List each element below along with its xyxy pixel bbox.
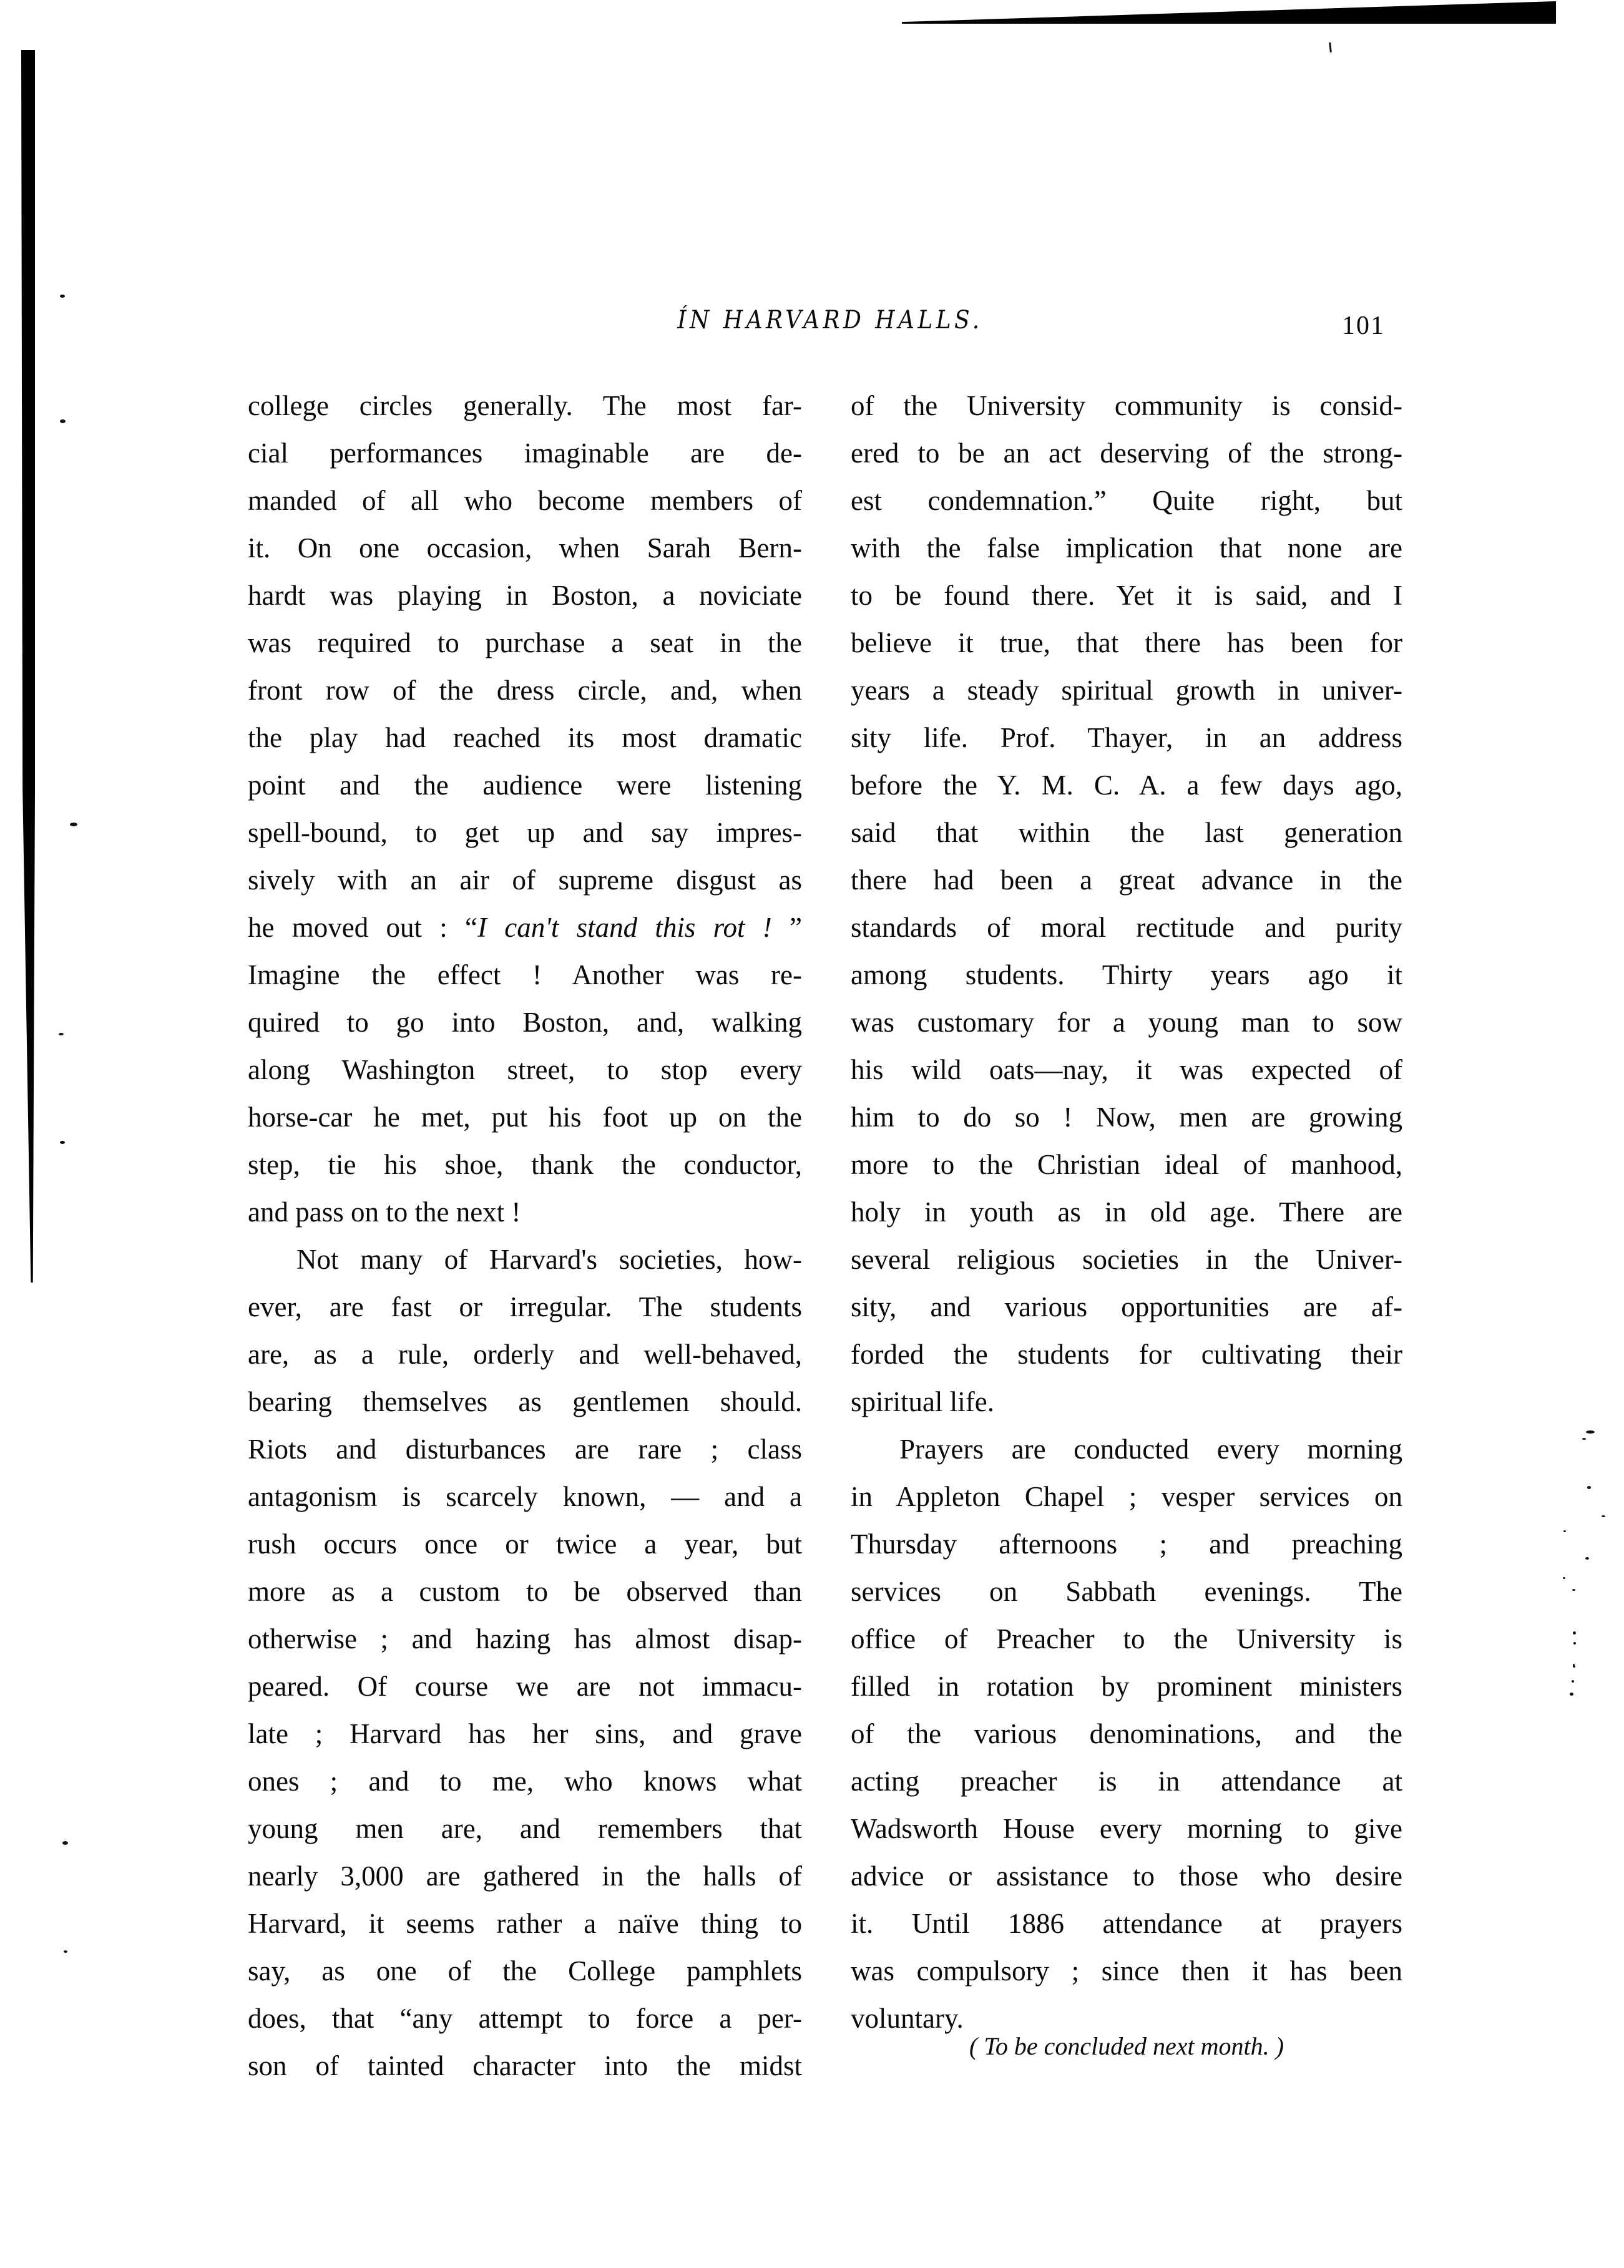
text-line: among students. Thirty years ago it: [851, 959, 1402, 990]
scan-speck: [60, 295, 65, 298]
text-line: hardt was playing in Boston, a noviciate: [248, 580, 802, 611]
text-line: acting preacher is in attendance at: [851, 1766, 1402, 1797]
text-line: in Appleton Chapel ; vesper services on: [851, 1481, 1402, 1512]
text-line: does, that “any attempt to force a per-: [248, 2003, 802, 2034]
text-line: otherwise ; and hazing has almost disap-: [248, 1623, 802, 1655]
running-head: ÍN HARVARD HALLS.: [677, 306, 983, 335]
scan-speck: [60, 1141, 65, 1144]
text-line: and pass on to the next !: [248, 1196, 521, 1228]
text-line: quired to go into Boston, and, walking: [248, 1007, 802, 1038]
text-line: more to the Christian ideal of manhood,: [851, 1149, 1402, 1180]
text-line: step, tie his shoe, thank the conductor,: [248, 1149, 802, 1180]
left-column: [248, 382, 802, 2090]
text-line: services on Sabbath evenings. The: [851, 1576, 1402, 1607]
scan-speck: [1602, 1515, 1605, 1517]
text-line: holy in youth as in old age. There are: [851, 1196, 1402, 1228]
text-line: peared. Of course we are not immacu-: [248, 1671, 802, 1702]
scan-edge-bar: [902, 1, 1556, 24]
binding-shadow: [21, 50, 35, 1283]
text-line: ones ; and to me, who knows what: [248, 1766, 802, 1797]
text-line: are, as a rule, orderly and well-behaved,: [248, 1339, 802, 1370]
scan-speck: [1586, 1430, 1595, 1434]
text-line: was required to purchase a seat in the: [248, 627, 802, 658]
scan-speck: [60, 419, 66, 423]
text-line: several religious societies in the Univer-: [851, 1244, 1402, 1275]
text-line: it. Until 1886 attendance at prayers: [851, 1908, 1402, 1939]
text-line: college circles generally. The most far-: [248, 390, 802, 421]
text-line: rush occurs once or twice a year, but: [248, 1528, 802, 1560]
text-line: more as a custom to be observed than: [248, 1576, 802, 1607]
text-line: [248, 904, 802, 951]
text-line: his wild oats—nay, it was expected of: [851, 1054, 1402, 1085]
text-line: Prayers are conducted every morning: [899, 1434, 1402, 1465]
text-line: spell-bound, to get up and say impres-: [248, 817, 802, 848]
text-line: bearing themselves as gentlemen should.: [248, 1386, 802, 1417]
scan-speck: [1573, 1631, 1576, 1635]
page-number: 101: [1342, 311, 1385, 340]
text-line: sively with an air of supreme disgust as: [248, 864, 802, 896]
text-line: ever, are fast or irregular. The students: [248, 1291, 802, 1322]
text-line: believe it true, that there has been for: [851, 627, 1402, 658]
scan-speck: [1563, 1530, 1566, 1532]
text-line: say, as one of the College pamphlets: [248, 1955, 802, 1987]
text-line: forded the students for cultivating their: [851, 1339, 1402, 1370]
continuation-note: ( To be concluded next month. ): [969, 2032, 1284, 2060]
text-line: sity, and various opportunities are af-: [851, 1291, 1402, 1322]
scan-speck: [1572, 1589, 1575, 1591]
scan-speck: [1573, 1642, 1576, 1645]
text-line: along Washington street, to stop every: [248, 1054, 802, 1085]
text-line: late ; Harvard has her sins, and grave: [248, 1718, 802, 1749]
scan-speck: [64, 1950, 67, 1953]
right-column: [851, 382, 1402, 2042]
text-line: nearly 3,000 are gathered in the halls of: [248, 1860, 802, 1892]
text-line: antagonism is scarcely known, — and a: [248, 1481, 802, 1512]
text-line: said that within the last generation: [851, 817, 1402, 848]
text-line: was customary for a young man to sow: [851, 1007, 1402, 1038]
text-line: the play had reached its most dramatic: [248, 722, 802, 753]
scan-speck: [70, 823, 77, 826]
scan-speck: [1563, 1577, 1565, 1579]
text-line: Thursday afternoons ; and preaching: [851, 1528, 1402, 1560]
scan-mark: [1329, 42, 1332, 52]
text-line: Not many of Harvard's societies, how-: [296, 1244, 802, 1275]
text-line: cial performances imaginable are de-: [248, 437, 802, 469]
scan-speck: [1572, 1680, 1574, 1683]
scan-speck: [1582, 1438, 1586, 1440]
text-line: young men are, and remembers that: [248, 1813, 802, 1844]
text-line: front row of the dress circle, and, when: [248, 675, 802, 706]
text-line: horse-car he met, put his foot up on the: [248, 1102, 802, 1133]
text-line: standards of moral rectitude and purity: [851, 912, 1402, 943]
text-line: manded of all who become members of: [248, 485, 802, 516]
text-line: to be found there. Yet it is said, and I: [851, 580, 1402, 611]
text-line: of the various denominations, and the: [851, 1718, 1402, 1749]
text-line: before the Y. M. C. A. a few days ago,: [851, 770, 1402, 801]
text-line: est condemnation.” Quite right, but: [851, 485, 1402, 516]
text-line: there had been a great advance in the: [851, 864, 1402, 896]
text-line: son of tainted character into the midst: [248, 2050, 802, 2081]
text-line: of the University community is consid-: [851, 390, 1402, 421]
text-line: filled in rotation by prominent ministers: [851, 1671, 1402, 1702]
scan-speck: [1585, 1557, 1589, 1560]
text-segment: ”: [771, 912, 802, 943]
text-line: Wadsworth House every morning to give: [851, 1813, 1402, 1844]
text-line: years a steady spiritual growth in univer-: [851, 675, 1402, 706]
quoted-exclamation: I can't stand this rot !: [477, 912, 772, 943]
text-line: spiritual life.: [851, 1386, 994, 1417]
scan-speck: [1587, 1486, 1591, 1489]
text-line: with the false implication that none are: [851, 532, 1402, 564]
text-line: voluntary.: [851, 2003, 964, 2034]
text-segment: he moved out : “: [248, 912, 477, 943]
text-line: him to do so ! Now, men are growing: [851, 1102, 1402, 1133]
scan-speck: [59, 1033, 64, 1035]
text-line: it. On one occasion, when Sarah Bern-: [248, 532, 802, 564]
text-line: sity life. Prof. Thayer, in an address: [851, 722, 1402, 753]
text-line: Imagine the effect ! Another was re-: [248, 959, 802, 990]
text-line: advice or assistance to those who desire: [851, 1860, 1402, 1892]
text-line: was compulsory ; since then it has been: [851, 1955, 1402, 1987]
text-line: office of Preacher to the University is: [851, 1623, 1402, 1655]
scan-speck: [62, 1841, 68, 1845]
text-line: ered to be an act deserving of the strong-: [851, 437, 1402, 469]
text-line: Riots and disturbances are rare ; class: [248, 1434, 802, 1465]
text-line: point and the audience were listening: [248, 770, 802, 801]
text-line: Harvard, it seems rather a naïve thing to: [248, 1908, 802, 1939]
scan-speck: [1573, 1664, 1575, 1666]
scan-speck: [1570, 1693, 1573, 1696]
